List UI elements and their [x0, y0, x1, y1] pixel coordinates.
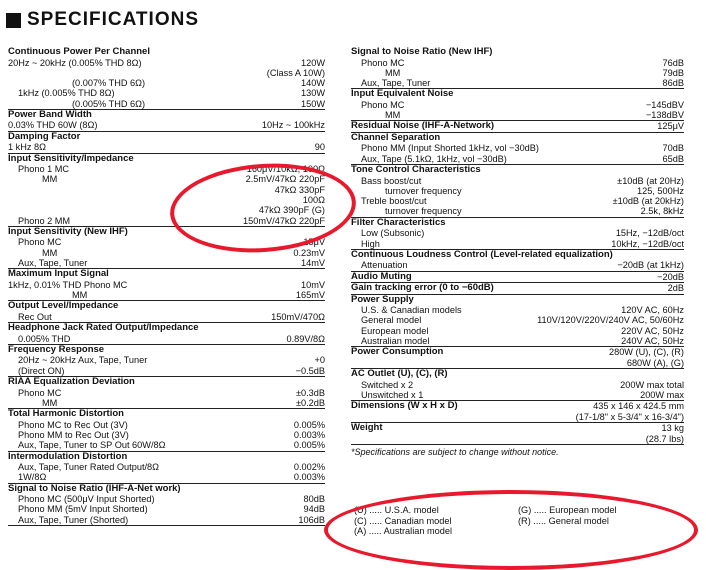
spec-row-value: 125, 500Hz [637, 185, 684, 196]
spec-section-signal-to-noise-ratio-new-ihf [351, 47, 684, 89]
spec-row [351, 326, 684, 336]
spec-row [351, 228, 684, 238]
spec-row [8, 515, 325, 525]
spec-section-header: Damping Factor [8, 130, 81, 142]
specifications-note: *Specifications are subject to change without notice. [351, 446, 559, 457]
spec-section-header: Signal to Noise Ratio (New IHF) [351, 46, 493, 57]
spec-row-value: 86dB [662, 78, 684, 89]
spec-row-label: Phono MC [361, 57, 405, 68]
spec-row [351, 68, 684, 78]
spec-row [351, 434, 684, 444]
spec-row [8, 420, 325, 430]
spec-row-value: 120V AC, 60Hz [621, 305, 684, 316]
spec-row-value: 2.5mV/47kΩ 220pF [245, 174, 325, 185]
spec-section-header: Headphone Jack Rated Output/Impedance [8, 322, 199, 334]
spec-row-value: 94dB [303, 504, 325, 515]
spec-row-label: Phono MC [361, 99, 405, 110]
spec-row-value: −145dBV [645, 99, 684, 110]
spec-section-header: Power Consumption [351, 346, 444, 358]
spec-section-header: Gain tracking error (0 to −60dB) [351, 282, 494, 294]
spec-section-weight [351, 423, 684, 445]
spec-row-label: 1 kHz 8Ω [8, 142, 47, 153]
spec-row-value: 10mV [300, 279, 325, 290]
spec-section-channel-separation [351, 133, 684, 165]
legend-item-g: (G) ..... European model [518, 505, 617, 515]
spec-row-label: MM [42, 247, 58, 258]
spec-row [8, 174, 325, 184]
spec-row-label: 1W/8Ω [18, 472, 47, 483]
title-text: SPECIFICATIONS [27, 9, 199, 30]
spec-section-header: Signal to Noise Ratio (IHF-A-Net work) [8, 482, 181, 494]
spec-section-ac-outlet-u-c-r [351, 369, 684, 401]
spec-row-value: (28.7 lbs) [645, 433, 684, 444]
spec-row [8, 398, 325, 408]
spec-row-value: −138dBV [645, 110, 684, 121]
spec-row-label: Phono MC (500μV Input Shorted) [18, 494, 155, 505]
spec-row-value: 200W max total [620, 379, 684, 390]
spec-row-label: MM [385, 110, 401, 121]
spec-row-value: ±0.3dB [295, 387, 325, 398]
spec-section-filter-characteristics [351, 218, 684, 250]
spec-row-label: Treble boost/cut [361, 196, 427, 207]
spec-row [351, 110, 684, 120]
spec-row-label: 20Hz ~ 20kHz Aux, Tape, Tuner [18, 355, 148, 366]
spec-row [351, 390, 684, 400]
spec-row [351, 78, 684, 88]
spec-section-frequency-response [8, 345, 325, 377]
spec-section-tone-control-characteristics [351, 165, 684, 218]
spec-row-value: 10kHz, −12dB/oct [611, 238, 684, 249]
spec-row-label: Phono MC to Rec Out (3V) [18, 419, 128, 430]
spec-row-label: Phono 2 MM [18, 215, 71, 226]
spec-row-value: 130W [300, 88, 325, 99]
spec-row-label: Aux, Tape (5.1kΩ, 1kHz, vol −30dB) [361, 153, 507, 164]
spec-row [8, 88, 325, 98]
spec-row-value: 90 [314, 142, 325, 153]
spec-row-label: (0.007% THD 6Ω) [72, 78, 146, 89]
spec-section-header: Power Supply [351, 293, 414, 305]
spec-row-label: 1kHz, 0.01% THD Phono MC [8, 279, 128, 290]
spec-section-header: Input Equivalent Noise [351, 88, 454, 100]
spec-section-output-level-impedance [8, 301, 325, 323]
spec-row [351, 176, 684, 186]
spec-row [8, 280, 325, 290]
spec-row-value: 240V AC, 50Hz [621, 336, 684, 347]
spec-section-input-equivalent-noise [351, 89, 684, 121]
spec-row [8, 78, 325, 88]
spec-row-label: General model [361, 315, 422, 326]
spec-row-value: 80dB [303, 494, 325, 505]
spec-row [8, 120, 325, 130]
spec-row-value: 150W [300, 98, 325, 109]
spec-section-power-consumption [351, 347, 684, 369]
spec-section-header: Input Sensitivity/Impedance [8, 152, 134, 164]
spec-row-label: Phono MC [18, 387, 62, 398]
spec-row-label: Rec Out [18, 311, 52, 322]
spec-row [8, 195, 325, 205]
spec-row-label: European model [361, 325, 429, 336]
spec-row-value: −0.5dB [295, 365, 325, 376]
spec-row-label: MM [72, 290, 88, 301]
spec-row-label: Aux, Tape, Tuner Rated Output/8Ω [18, 462, 160, 473]
spec-row-value: 150mV/470Ω [271, 311, 325, 322]
spec-row-value: 0.002% [293, 462, 325, 473]
spec-row [351, 100, 684, 110]
spec-section-damping-factor [8, 132, 325, 154]
spec-section-dimensions-w-x-h-x-d [351, 401, 684, 423]
spec-section-header: RIAA Equalization Deviation [8, 376, 135, 388]
spec-row-value: 79dB [662, 67, 684, 78]
spec-row-label: (0.005% THD 6Ω) [72, 98, 146, 109]
spec-section-header: Tone Control Characteristics [351, 164, 481, 176]
page-title [6, 8, 199, 32]
spec-section-value: 280W (U), (C), (R) [608, 347, 684, 358]
spec-row-value: 140W [300, 78, 325, 89]
spec-section-headphone-jack-rated-output-impedance [8, 323, 325, 345]
spec-section-value: 2dB [667, 283, 684, 294]
spec-row [351, 412, 684, 422]
spec-row-value: 200W max [640, 389, 684, 400]
spec-row-value: 2.5k, 8kHz [640, 206, 684, 217]
spec-row [351, 58, 684, 68]
spec-row-value: 0.23mV [293, 247, 325, 258]
spec-section-input-sensitivity-new-ihf [8, 227, 325, 269]
spec-row [351, 206, 684, 216]
spec-row-value: 150mV/47kΩ 220pF [243, 215, 325, 226]
legend-item-r: (R) ..... General model [518, 515, 609, 526]
spec-row [8, 430, 325, 440]
spec-row [8, 99, 325, 109]
spec-row-label: 20Hz ~ 20kHz (0.005% THD 8Ω) [8, 57, 142, 68]
spec-row-label: MM [385, 67, 401, 78]
spec-row-label: 0.03% THD 60W (8Ω) [8, 120, 98, 131]
spec-row-label: Aux, Tape, Tuner to SP Out 60W/8Ω [18, 440, 166, 451]
spec-row-value: 0.005% [293, 419, 325, 430]
spec-row [351, 186, 684, 196]
spec-row [8, 142, 325, 152]
spec-row-label: (Direct ON) [18, 365, 65, 376]
spec-row-value: 220V AC, 50Hz [621, 325, 684, 336]
spec-row-label: Switched x 2 [361, 379, 414, 390]
spec-section-header: Continuous Loudness Control (Level-related equalization) [351, 248, 613, 260]
spec-row-label: Phono MM (5mV Input Shorted) [18, 504, 148, 515]
spec-row-value: 106dB [298, 514, 325, 525]
spec-row-value: 15Hz, −12dB/oct [615, 228, 684, 239]
spec-row-value: 120W [300, 57, 325, 68]
spec-section-header: Total Harmonic Distortion [8, 408, 124, 420]
spec-row [8, 216, 325, 226]
spec-row-value: 47kΩ 330pF [274, 184, 325, 195]
title-square-icon [6, 13, 21, 28]
spec-section-maximum-input-signal [8, 269, 325, 301]
spec-section-intermodulation-distortion [8, 452, 325, 484]
spec-row-label: MM [42, 397, 58, 408]
spec-row-label: Phono MM to Rec Out (3V) [18, 429, 129, 440]
spec-row-value: ±10dB (at 20kHz) [612, 196, 684, 207]
spec-row-value: 110V/120V/220V/240V AC, 50/60Hz [537, 315, 684, 326]
model-legend [354, 505, 664, 537]
spec-row-label: Australian model [361, 336, 430, 347]
spec-row [8, 462, 325, 472]
spec-row [8, 237, 325, 247]
spec-row [351, 315, 684, 325]
spec-row-value: 0.003% [293, 472, 325, 483]
right-spec-column [351, 47, 684, 458]
spec-row-value: 76dB [662, 57, 684, 68]
spec-section-header: Output Level/Impedance [8, 300, 119, 312]
spec-section-power-band-width [8, 110, 325, 132]
spec-section-power-supply [351, 295, 684, 348]
spec-section-header: Audio Muting [351, 270, 412, 282]
spec-row [351, 380, 684, 390]
spec-section-header: Filter Characteristics [351, 216, 446, 228]
spec-section-value: 125μV [657, 121, 684, 132]
legend-item-c: (C) ..... Canadian model [354, 515, 452, 526]
spec-row [8, 504, 325, 514]
spec-row [351, 239, 684, 249]
spec-row [351, 305, 684, 315]
spec-section-header: Residual Noise (IHF-A-Network) [351, 120, 495, 132]
spec-row [8, 440, 325, 450]
spec-row [351, 154, 684, 164]
spec-row-label: Attenuation [361, 260, 408, 271]
spec-row [8, 248, 325, 258]
spec-row [8, 312, 325, 322]
spec-row-value: 70dB [662, 143, 684, 154]
spec-row [8, 164, 325, 174]
spec-row-label: High [361, 238, 380, 249]
spec-row-value: 0.005% [293, 440, 325, 451]
spec-row-label: U.S. & Canadian models [361, 305, 462, 316]
spec-row-value: −20dB (at 1kHz) [617, 260, 684, 271]
spec-row [8, 388, 325, 398]
spec-row [351, 196, 684, 206]
legend-item-a: (A) ..... Australian model [354, 526, 453, 536]
spec-row [8, 472, 325, 482]
spec-section-header: Intermodulation Distortion [8, 450, 128, 462]
spec-row [8, 494, 325, 504]
spec-row-label: Aux, Tape, Tuner [18, 257, 88, 268]
spec-row [8, 366, 325, 376]
spec-row-label: Phono MM (Input Shorted 1kHz, vol −30dB) [361, 143, 539, 154]
legend-item-u: (U) ..... U.S.A. model [354, 505, 439, 515]
spec-section-continuous-power-per-channel [8, 47, 325, 110]
spec-row-label: MM [42, 174, 58, 185]
spec-row [8, 205, 325, 215]
spec-section-header: AC Outlet (U), (C), (R) [351, 368, 448, 380]
spec-row [8, 290, 325, 300]
spec-row [8, 185, 325, 195]
spec-row-value: 14mV [300, 257, 325, 268]
spec-section-header: Maximum Input Signal [8, 268, 109, 280]
spec-row-value: 100Ω [302, 194, 325, 205]
spec-row-value: 165mV [295, 290, 325, 301]
spec-section-header: Weight [351, 422, 383, 434]
spec-row-label: Phono 1 MC [18, 164, 70, 175]
spec-row-value: ±0.2dB [295, 397, 325, 408]
spec-row-label: 1kHz (0.005% THD 8Ω) [18, 88, 115, 99]
spec-row [351, 336, 684, 346]
spec-section-header: Power Band Width [8, 108, 92, 120]
spec-row-label: Low (Subsonic) [361, 228, 425, 239]
spec-row-value: 65dB [662, 153, 684, 164]
spec-row [8, 68, 325, 78]
spec-row-label: 0.005% THD [18, 333, 71, 344]
spec-row-value: 160μV/10kΩ, 100Ω [246, 164, 325, 175]
spec-section-value: 435 x 146 x 424.5 mm [593, 401, 684, 412]
spec-row-label: Bass boost/cut [361, 175, 422, 186]
spec-row-value: 0.89V/8Ω [286, 333, 325, 344]
spec-row-value: (Class A 10W) [266, 67, 325, 78]
spec-row-label: Aux, Tape, Tuner (Shorted) [18, 514, 129, 525]
spec-row-value: 0.003% [293, 429, 325, 440]
spec-row [351, 143, 684, 153]
spec-row-value: ±10dB (at 20Hz) [617, 175, 684, 186]
spec-row-value: (17-1/8" x 5-3/4" x 16-3/4") [575, 411, 684, 422]
spec-row [8, 355, 325, 365]
spec-section-header: Dimensions (W x H x D) [351, 400, 458, 412]
spec-row-label: turnover frequency [385, 206, 462, 217]
spec-section-header: Channel Separation [351, 131, 441, 143]
spec-section-continuous-loudness-control-level-relate [351, 250, 684, 272]
spec-section-value: −20dB [657, 271, 684, 282]
spec-section-input-sensitivity-impedance [8, 154, 325, 227]
spec-row-value: +0 [314, 355, 325, 366]
spec-row-label: Unswitched x 1 [361, 389, 424, 400]
spec-row-label: Phono MC [18, 237, 62, 248]
spec-row-label: turnover frequency [385, 185, 462, 196]
spec-row-value: 47kΩ 390pF (G) [258, 205, 325, 216]
spec-section-header: Input Sensitivity (New IHF) [8, 225, 128, 237]
spec-row [351, 358, 684, 368]
spec-row [8, 334, 325, 344]
spec-row-value: 15μV [303, 237, 325, 248]
spec-row-label: Aux, Tape, Tuner [361, 78, 431, 89]
spec-row [8, 258, 325, 268]
spec-section-signal-to-noise-ratio-ihf-a-net-work [8, 484, 325, 526]
spec-section-header: Continuous Power Per Channel [8, 46, 150, 57]
spec-row [8, 58, 325, 68]
spec-row-value: 10Hz ~ 100kHz [261, 120, 325, 131]
spec-section-value: 13 kg [661, 423, 684, 434]
spec-row-value: 680W (A), (G) [626, 357, 684, 368]
spec-section-total-harmonic-distortion [8, 409, 325, 451]
spec-section-riaa-equalization-deviation [8, 377, 325, 409]
spec-section-header: Frequency Response [8, 343, 105, 355]
spec-section-gain-tracking-error-0-to-60db [351, 283, 684, 295]
left-spec-column [8, 47, 325, 526]
spec-row [351, 260, 684, 270]
